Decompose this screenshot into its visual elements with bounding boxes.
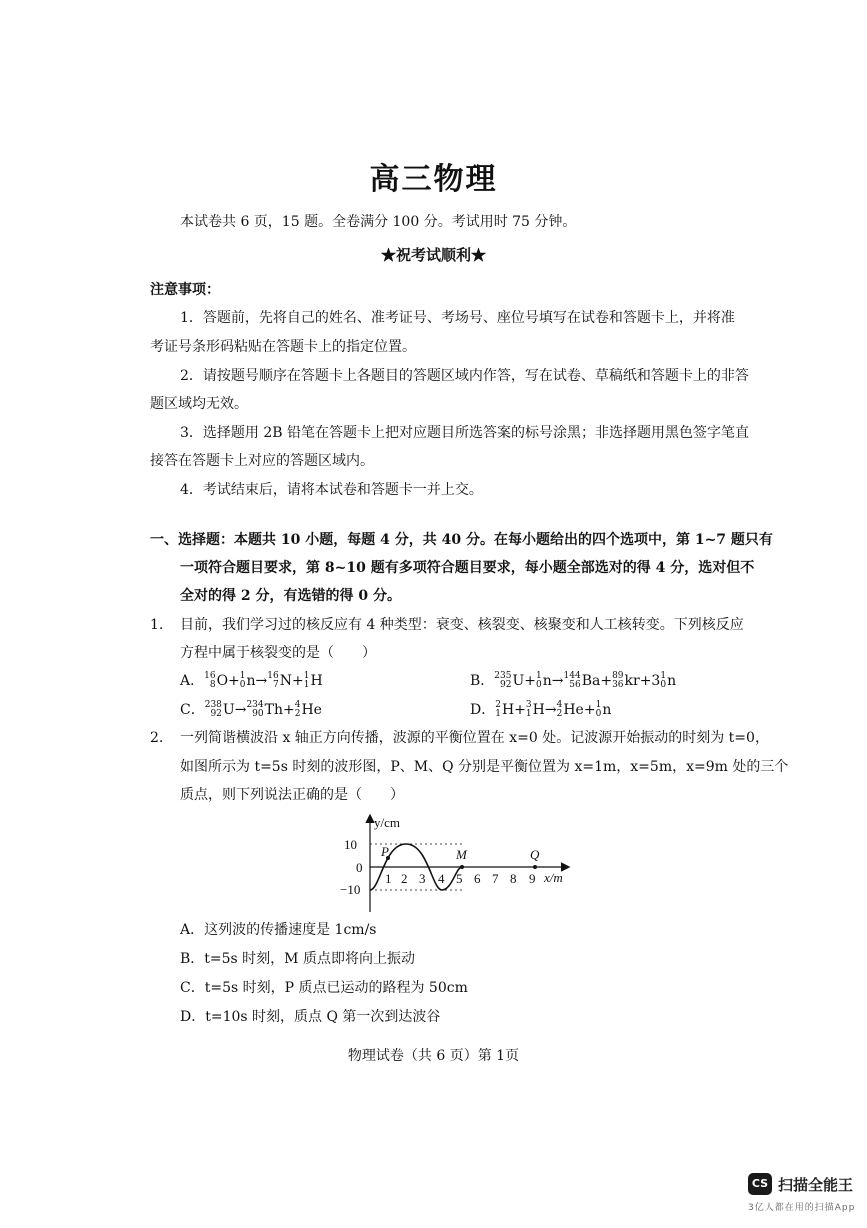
- point-label: M: [456, 847, 467, 862]
- x-tick: 9: [529, 871, 536, 886]
- watermark-name: 扫描全能王: [778, 1176, 854, 1194]
- option-b: B． 235 92 U+ 1 0 n→ 144 56 Ba+ 89 36 kr+3 1 0 n: [470, 671, 677, 690]
- option-c: C． 238 92 U→ 234 90 Th+ 4 2 He: [180, 700, 322, 719]
- exam-intro: 本试卷共 6 页，15 题。全卷满分 100 分。考试用时 75 分钟。: [180, 214, 577, 230]
- point-q: [533, 865, 537, 869]
- x-tick: 6: [474, 871, 481, 886]
- y-tick: 0: [356, 860, 363, 875]
- x-axis-label: x/m: [544, 870, 563, 885]
- notice-line: 2．请按题号顺序在答题卡上各题目的答题区域内作答，写在试卷、草稿纸和答题卡上的非答: [180, 368, 749, 384]
- page-title: 高三物理: [369, 162, 498, 197]
- point-label: Q: [530, 847, 540, 862]
- option-c: C．t=5s 时刻，P 质点已运动的路程为 50cm: [180, 980, 468, 996]
- notice-line: 3．选择题用 2B 铅笔在答题卡上把对应题目所选答案的标号涂黑；非选择题用黑色签字笔直: [180, 425, 750, 441]
- section-heading: 全对的得 2 分，有选错的得 0 分。: [180, 588, 401, 604]
- option-b: B．t=5s 时刻，M 质点即将向上振动: [180, 951, 415, 967]
- option-d: D． 2 1 H+ 3 1 H→ 4 2 He+ 1 0 n: [470, 700, 612, 719]
- y-tick: 10: [344, 837, 357, 852]
- page-footer: 物理试卷（共 6 页）第 1页: [347, 1048, 520, 1064]
- y-axis-label: y/cm: [374, 815, 400, 830]
- y-tick: −10: [340, 882, 361, 897]
- option-d: D．t=10s 时刻，质点 Q 第一次到达波谷: [180, 1009, 441, 1025]
- scanner-watermark: [748, 1173, 858, 1221]
- notice-heading: 注意事项：: [150, 282, 220, 298]
- x-tick: 2: [401, 871, 408, 886]
- question-stem: 方程中属于核裂变的是（ ）: [180, 645, 376, 661]
- question-stem: 目前，我们学习过的核反应有 4 种类型：衰变、核裂变、核聚变和人工核转变。下列核反应: [180, 617, 744, 633]
- notice-line: 考证号条形码粘贴在答题卡上的指定位置。: [150, 339, 416, 355]
- question-number: 2.: [150, 730, 164, 746]
- wave-graph: [330, 812, 580, 912]
- notice-line: 1．答题前，先将自己的姓名、准考证号、考场号、座位号填写在试卷和答题卡上，并将准: [180, 310, 735, 326]
- x-tick: 4: [438, 871, 445, 886]
- option-a: A． 16 8 O+ 1 0 n→ 16 7 N+ 1 1 H: [180, 671, 323, 690]
- notice-line: 题区域均无效。: [150, 396, 248, 412]
- cs-logo-icon: CS: [748, 1173, 772, 1195]
- x-tick: 1: [385, 871, 392, 886]
- x-tick: 8: [510, 871, 517, 886]
- question-stem: 如图所示为 t=5s 时刻的波形图，P、M、Q 分别是平衡位置为 x=1m，x=5m，x=9m 处的三个: [180, 759, 789, 775]
- point-m: [460, 865, 464, 869]
- x-tick: 7: [492, 871, 499, 886]
- watermark-subtitle: 3亿人都在用的扫描App: [748, 1203, 856, 1213]
- section-heading: 一项符合题目要求，第 8~10 题有多项符合题目要求，每小题全部选对的得 4 分，选对但不: [180, 560, 755, 576]
- x-tick: 3: [419, 871, 426, 886]
- section-heading: 一、选择题：本题共 10 小题，每题 4 分，共 40 分。在每小题给出的四个选项中，第 1~7 题只有: [150, 532, 773, 548]
- notice-line: 接答在答题卡上对应的答题区域内。: [150, 453, 374, 469]
- point-label: P: [381, 844, 389, 859]
- notice-line: 4．考试结束后，请将本试卷和答题卡一并上交。: [180, 482, 483, 498]
- question-stem: 一列简谐横波沿 x 轴正方向传播，波源的平衡位置在 x=0 处。记波源开始振动的时刻为 t=0，: [180, 730, 769, 746]
- question-number: 1.: [150, 617, 164, 633]
- option-a: A．这列波的传播速度是 1cm/s: [180, 922, 377, 938]
- question-stem: 质点，则下列说法正确的是（ ）: [180, 787, 404, 803]
- x-tick: 5: [456, 871, 463, 886]
- blessing: ★祝考试顺利★: [380, 246, 486, 264]
